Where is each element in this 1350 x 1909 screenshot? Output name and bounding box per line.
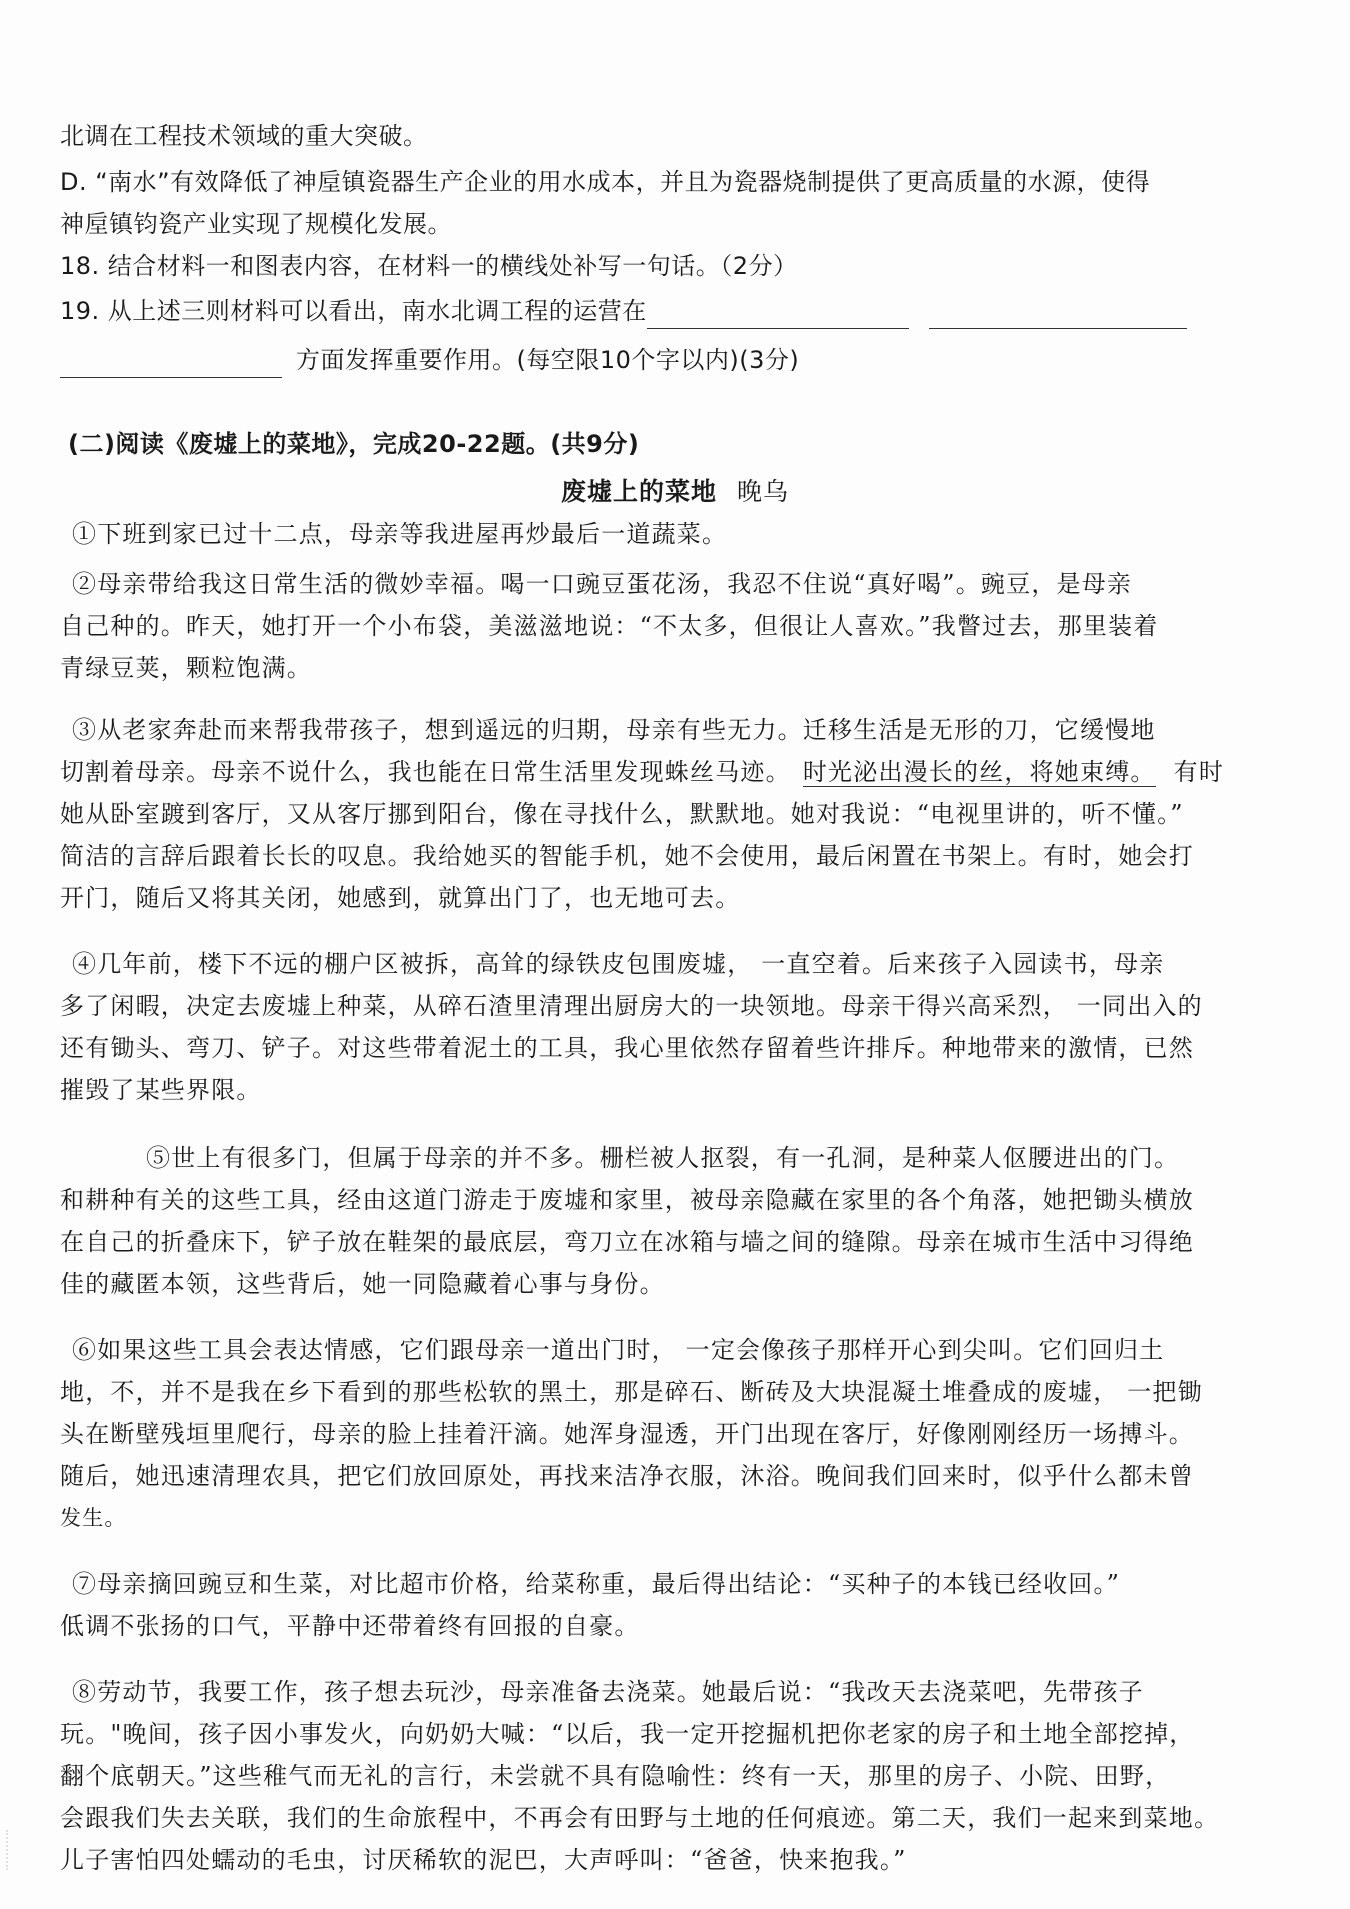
paragraph-8-line-3: 翻个底朝天。”这些稚气而无礼的言行，未尝就不具有隐喻性：终有一天，那里的房子、小院、田野， bbox=[60, 1762, 1171, 1790]
paragraph-3-line-3: 她从卧室踱到客厅，又从客厅挪到阳台，像在寻找什么，默默地。她对我说：“电视里讲的，听不懂。” bbox=[60, 800, 1184, 828]
scan-margin-mark bbox=[6, 1830, 14, 1870]
paragraph-2-line-3: 青绿豆荚，颗粒饱满。 bbox=[60, 654, 312, 682]
paragraph-7-line-1: ⑦母亲摘回豌豆和生菜，对比超市价格，给菜称重，最后得出结论：“买种子的本钱已经收回。” bbox=[72, 1570, 1121, 1598]
underlined-sentence: 时光泌出漫长的丝，将她束缚。 bbox=[802, 758, 1156, 786]
paragraph-7-line-2: 低调不张扬的口气，平静中还带着终有回报的自豪。 bbox=[60, 1612, 640, 1640]
article-title: 废墟上的菜地 bbox=[560, 477, 717, 506]
paragraph-2-line-2: 自己种的。昨天，她打开一个小布袋，美滋滋地说：“不太多，但很让人喜欢。”我瞥过去，那里装着 bbox=[60, 612, 1159, 640]
paragraph-6-line-2: 地，不，并不是我在乡下看到的那些松软的黑土，那是碎石、断砖及大块混凝土堆叠成的废墟， 一把锄 bbox=[60, 1378, 1203, 1406]
paragraph-8-line-4: 会跟我们失去关联，我们的生命旅程中，不再会有田野与土地的任何痕迹。第二天，我们一起来到菜地。 bbox=[60, 1804, 1220, 1832]
paragraph-8-line-1: ⑧劳动节，我要工作，孩子想去玩沙，母亲准备去浇菜。她最后说：“我改天去浇菜吧，先带孩子 bbox=[72, 1678, 1144, 1706]
paragraph-3-line-2-start: 切割着母亲。母亲不说什么，我也能在日常生活里发现蛛丝马迹。 bbox=[60, 758, 791, 786]
paragraph-3-line-4: 简洁的言辞后跟着长长的叹息。我给她买的智能手机，她不会使用，最后闲置在书架上。有时，她会打 bbox=[60, 842, 1194, 870]
paragraph-5-line-4: 佳的藏匿本领，这些背后，她一同隐藏着心事与身份。 bbox=[60, 1270, 665, 1298]
article-author: 晚乌 bbox=[737, 477, 790, 506]
paragraph-2-line-1: ②母亲带给我这日常生活的微妙幸福。喝一口豌豆蛋花汤，我忍不住说“真好喝”。豌豆，是母亲 bbox=[72, 570, 1133, 598]
paragraph-5-line-3: 在自己的折叠床下，铲子放在鞋架的最底层，弯刀立在冰箱与墙之间的缝隙。母亲在城市生活中习得绝 bbox=[60, 1228, 1194, 1256]
option-d-line-1: D. “南水”有效降低了神垕镇瓷器生产企业的用水成本，并且为瓷器烧制提供了更高质量的水源，使得 bbox=[60, 168, 1151, 196]
paragraph-3-line-5: 开门，随后又将其关闭，她感到，就算出门了，也无地可去。 bbox=[60, 884, 741, 912]
paragraph-8-line-2: 玩。"晚间，孩子因小事发火，向奶奶大喊：“以后，我一定开挖掘机把你老家的房子和土地全部挖掉， bbox=[60, 1720, 1195, 1748]
paragraph-6-line-4: 随后，她迅速清理农具，把它们放回原处，再找来洁净衣服，沐浴。晚间我们回来时，似乎什么都未曾 bbox=[60, 1462, 1194, 1490]
paragraph-5-line-2: 和耕种有关的这些工具，经由这道门游走于废墟和家里，被母亲隐藏在家里的各个角落，她把锄头横放 bbox=[60, 1186, 1194, 1214]
paragraph-6-line-1: ⑥如果这些工具会表达情感，它们跟母亲一道出门时， 一定会像孩子那样开心到尖叫。它们回归土 bbox=[72, 1336, 1165, 1364]
article-title-line bbox=[0, 472, 1350, 508]
paragraph-5-line-1: ⑤世上有很多门，但属于母亲的并不多。栅栏被人抠裂，有一孔洞，是种菜人伛腰进出的门。 bbox=[146, 1144, 1180, 1172]
paragraph-4-line-4: 摧毁了某些界限。 bbox=[60, 1076, 262, 1104]
question-19-text: 19. 从上述三则材料可以看出，南水北调工程的运营在 bbox=[60, 297, 647, 325]
paragraph-4-line-3: 还有锄头、弯刀、铲子。对这些带着泥土的工具，我心里依然存留着些许排斥。种地带来的激情，已然 bbox=[60, 1034, 1194, 1062]
paragraph-3-line-2-end: 有时 bbox=[1173, 758, 1225, 786]
answer-blank-3[interactable] bbox=[60, 351, 282, 378]
question-19-text-2: 方面发挥重要作用。(每空限10个字以内)(3分) bbox=[296, 346, 800, 374]
option-c-continuation: 北调在工程技术领域的重大突破。 bbox=[60, 122, 428, 150]
answer-blank-1[interactable] bbox=[647, 302, 909, 329]
section-heading: (二)阅读《废墟上的菜地》，完成20-22题。(共9分) bbox=[68, 430, 640, 458]
answer-blank-2[interactable] bbox=[929, 302, 1187, 329]
paragraph-6-line-5: 发生。 bbox=[60, 1506, 127, 1530]
paragraph-4-line-1: ④几年前，楼下不远的棚户区被拆，高耸的绿铁皮包围废墟， 一直空着。后来孩子入园读书，母亲 bbox=[72, 950, 1165, 978]
paragraph-4-line-2: 多了闲暇，决定去废墟上种菜，从碎石渣里清理出厨房大的一块领地。母亲干得兴高采烈， 一同出入的 bbox=[60, 992, 1203, 1020]
paragraph-1-line-1: ①下班到家已过十二点，母亲等我进屋再炒最后一道蔬菜。 bbox=[72, 520, 728, 548]
paragraph-8-line-5: 儿子害怕四处蠕动的毛虫，讨厌稀软的泥巴，大声呼叫：“爸爸，快来抱我。” bbox=[60, 1846, 907, 1874]
option-d-line-2: 神垕镇钧瓷产业实现了规模化发展。 bbox=[60, 210, 452, 238]
paragraph-3-line-2 bbox=[60, 754, 1300, 790]
question-18: 18. 结合材料一和图表内容，在材料一的横线处补写一句话。（2分） bbox=[60, 252, 798, 280]
question-19-line-2 bbox=[60, 342, 1300, 378]
paragraph-3-line-1: ③从老家奔赴而来帮我带孩子，想到遥远的归期，母亲有些无力。迁移生活是无形的刀，它缓慢地 bbox=[72, 716, 1156, 744]
question-19-line-1 bbox=[60, 293, 1300, 329]
paragraph-6-line-3: 头在断壁残垣里爬行，母亲的脸上挂着汗滴。她浑身湿透，开门出现在客厅，好像刚刚经历一场搏斗。 bbox=[60, 1420, 1194, 1448]
